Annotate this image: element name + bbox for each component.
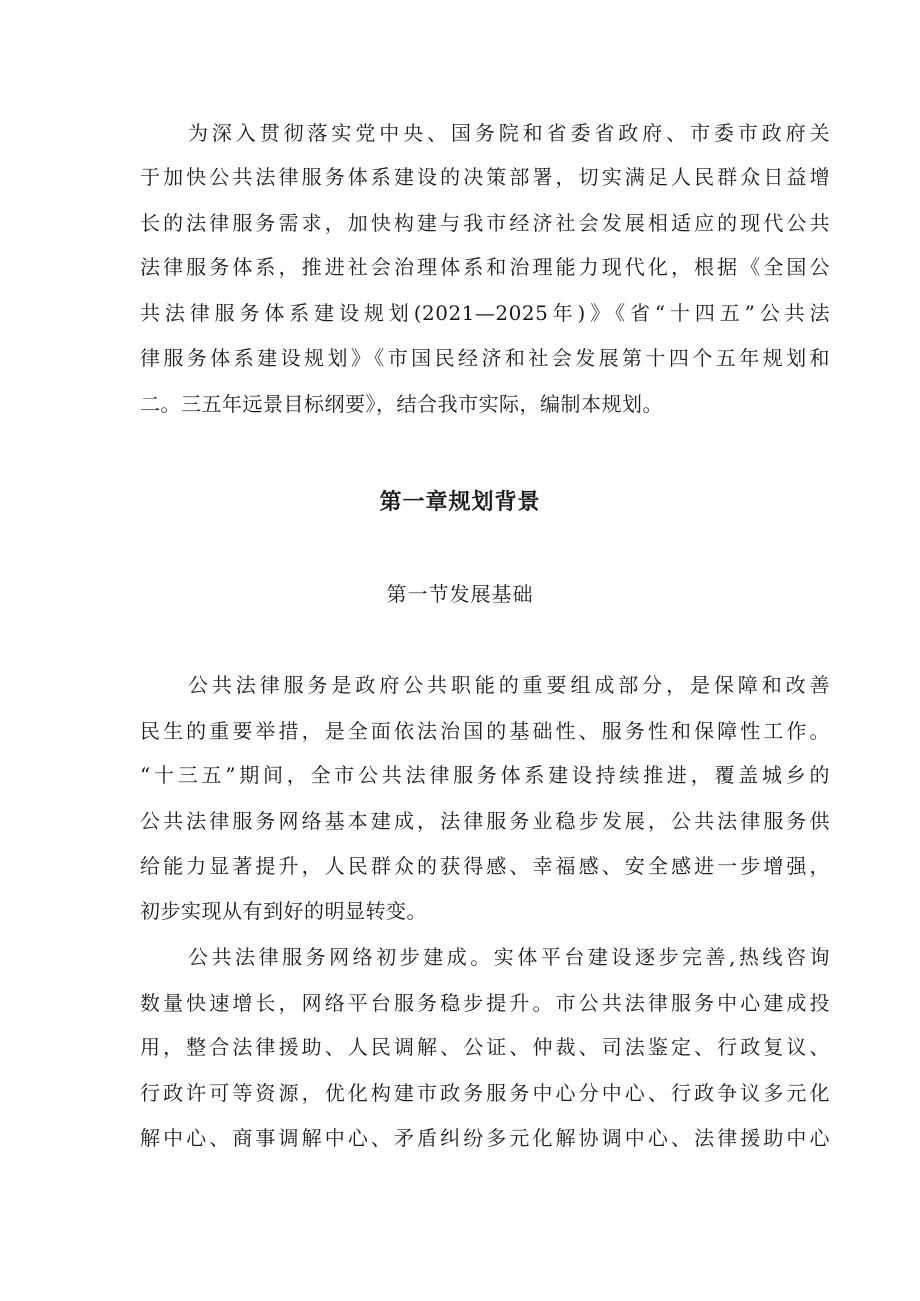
intro-line: 二。三五年远景目标纲要》，结合我市实际，编制本规划。 <box>140 392 663 416</box>
intro-line: 法律服务体系，推进社会治理体系和治理能力现代化，根据《全国公 <box>140 255 830 279</box>
paragraph-line: 公共法律服务网络初步建成。实体平台建设逐步完善,热线咨询 <box>188 945 830 969</box>
intro-line: 律服务体系建设规划》《市国民经济和社会发展第十四个五年规划和 <box>140 346 830 370</box>
intro-line: 共法律服务体系建设规划(2021—2025年)》《省“十四五”公共法 <box>140 301 830 325</box>
paragraph-line: 初步实现从有到好的明显转变。 <box>140 899 427 923</box>
paragraph-line: 解中心、商事调解中心、矛盾纠纷多元化解协调中心、法律援助中心 <box>140 1126 830 1150</box>
intro-line: 长的法律服务需求，加快构建与我市经济社会发展相适应的现代公共 <box>140 211 830 235</box>
paragraph-line: 行政许可等资源，优化构建市政务服务中心分中心、行政争议多元化 <box>140 1081 830 1105</box>
intro-line: 为深入贯彻落实党中央、国务院和省委省政府、市委市政府关 <box>188 121 830 145</box>
paragraph-line: 用，整合法律援助、人民调解、公证、仲裁、司法鉴定、行政复议、 <box>140 1035 830 1059</box>
paragraph-line: “十三五”期间，全市公共法律服务体系建设持续推进，覆盖城乡的 <box>140 763 830 787</box>
section-title: 第一节发展基础 <box>386 582 534 606</box>
paragraph-line: 民生的重要举措，是全面依法治国的基础性、服务性和保障性工作。 <box>140 719 830 743</box>
paragraph-line: 数量快速增长，网络平台服务稳步提升。市公共法律服务中心建成投 <box>140 991 830 1015</box>
intro-line: 于加快公共法律服务体系建设的决策部署，切实满足人民群众日益增 <box>140 165 830 189</box>
paragraph-line: 公共法律服务是政府公共职能的重要组成部分，是保障和改善 <box>188 673 830 697</box>
paragraph-line: 公共法律服务网络基本建成，法律服务业稳步发展，公共法律服务供 <box>140 809 830 833</box>
paragraph-line: 给能力显著提升，人民群众的获得感、幸福感、安全感进一步增强， <box>140 854 830 878</box>
chapter-title: 第一章规划背景 <box>379 490 541 515</box>
